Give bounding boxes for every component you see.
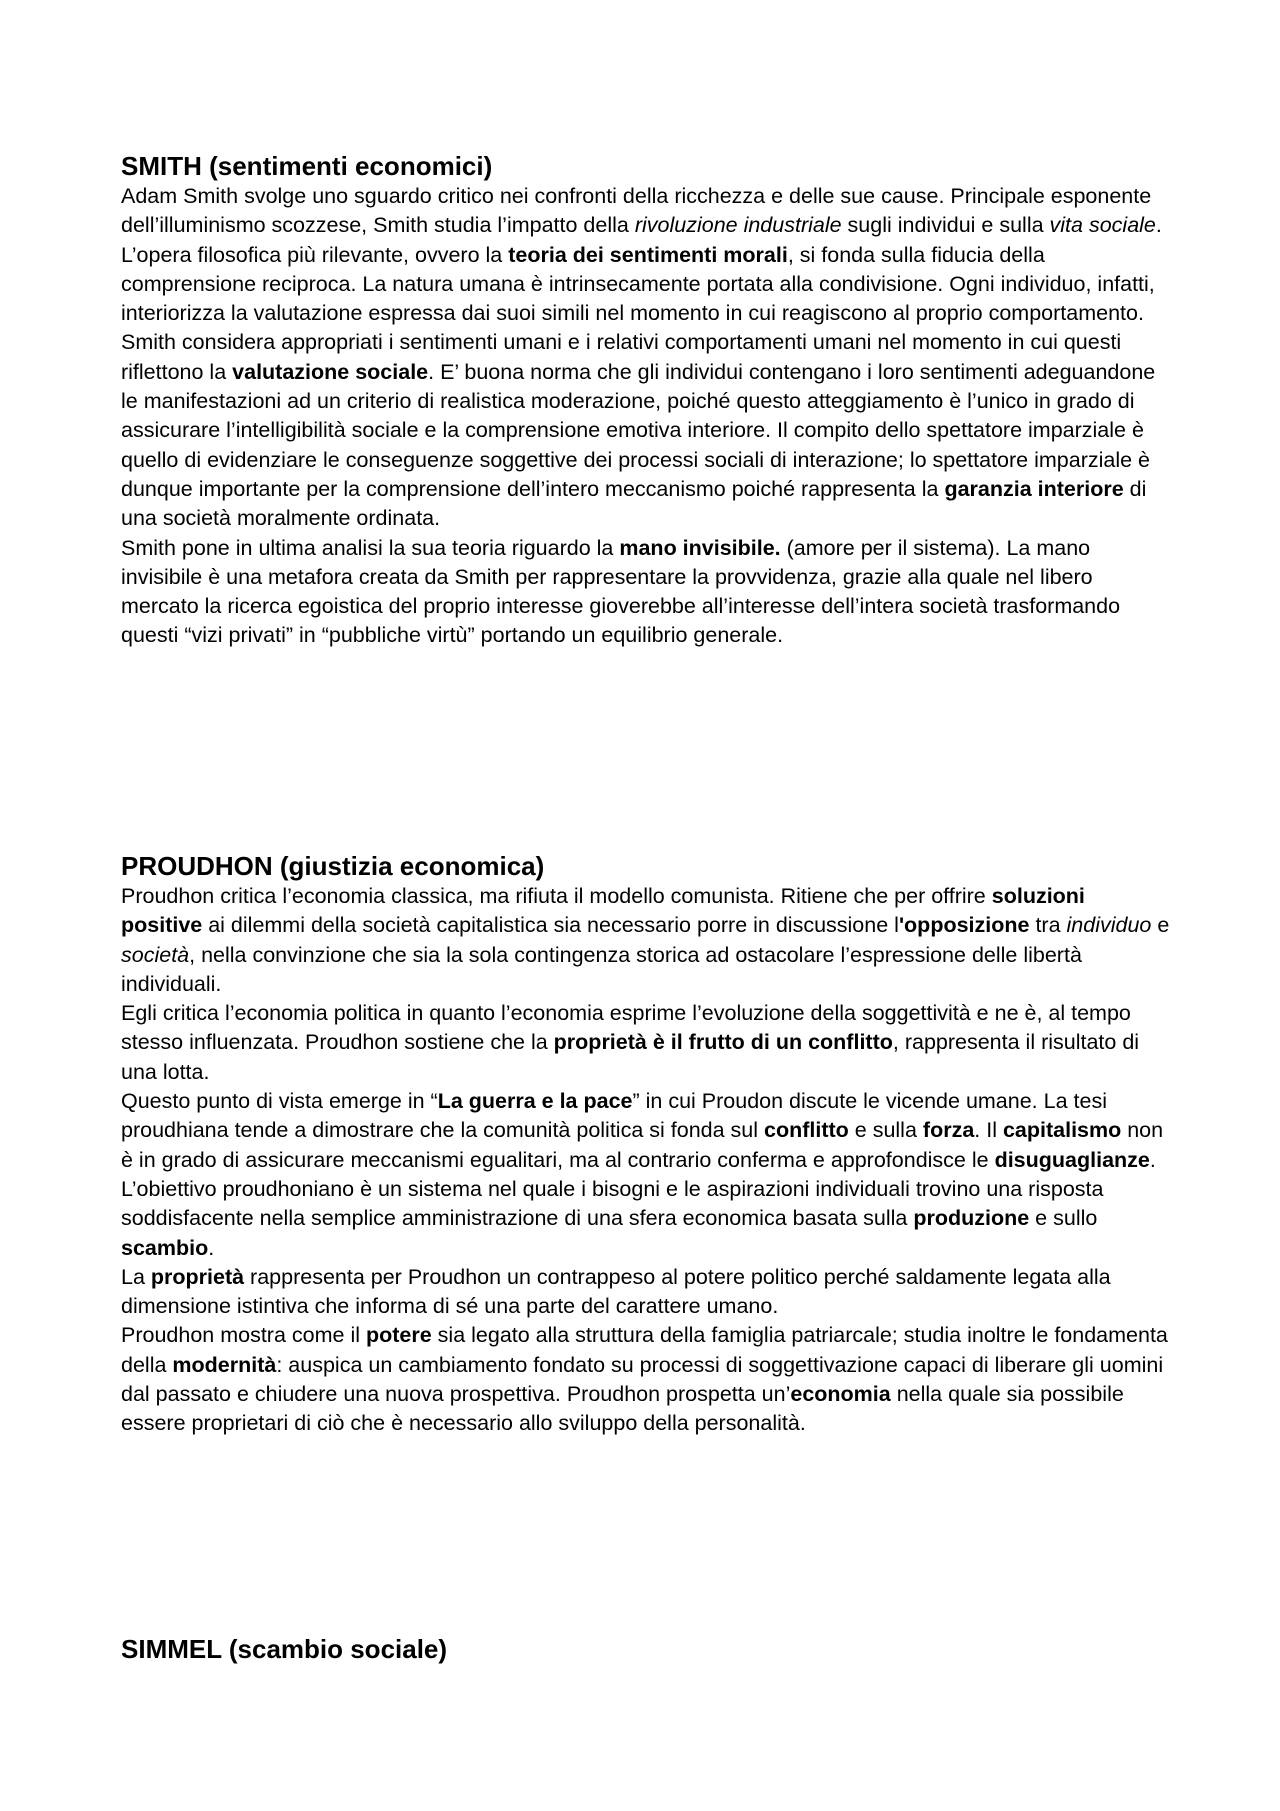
text-run: nella quale sia possibile essere proprietari di ciò che è necessario allo sviluppo della personalità. <box>121 1382 1124 1436</box>
text-run: L’opera filosofica più rilevante, ovvero la <box>121 242 509 267</box>
text-run: La <box>121 1264 151 1289</box>
bold-text: teoria dei sentimenti morali <box>508 242 788 267</box>
text-run: e sullo <box>1029 1206 1098 1231</box>
bold-text: proprietà è il frutto di un conflitto <box>553 1030 893 1055</box>
paragraph <box>121 534 1171 651</box>
paragraph <box>121 882 1171 999</box>
paragraph <box>121 1263 1171 1322</box>
bold-text: soluzioni positive <box>121 884 1085 938</box>
bold-text: disuguaglianze <box>994 1147 1150 1172</box>
bold-text: valutazione sociale <box>232 359 429 384</box>
text-run: e <box>1151 913 1170 938</box>
text-run: e sulla <box>848 1118 923 1143</box>
italic-text: vita sociale <box>1049 213 1156 238</box>
bold-text: proprietà <box>150 1264 245 1289</box>
paragraph <box>121 1321 1171 1438</box>
italic-text: rivoluzione industriale <box>634 213 842 238</box>
text-run: , nella convinzione che sia la sola contingenza storica ad ostacolare l’espressione delle libertà individuali. <box>121 942 1082 996</box>
bold-text: 'opposizione <box>898 913 1030 938</box>
text-run: . <box>208 1235 215 1260</box>
section-title-simmel: SIMMEL (scambio sociale) <box>121 1634 448 1664</box>
paragraph <box>121 999 1171 1087</box>
text-run: Proudhon mostra come il <box>121 1323 366 1348</box>
bold-text: produzione <box>913 1206 1030 1231</box>
italic-text: società <box>121 942 190 967</box>
paragraph <box>121 182 1171 241</box>
text-run: rappresenta per Proudhon un contrappeso al potere politico perché saldamente legata alla dimensione istintiva che informa di sé una parte del carattere umano. <box>121 1264 1111 1319</box>
text-run: . L’obiettivo proudhoniano è un sistema nel quale i bisogni e le aspirazioni individuali trovino una risposta soddisfacente nella semplice amministrazione di una sfera economica basata sulla <box>121 1147 1156 1231</box>
bold-text: scambio <box>121 1235 209 1260</box>
text-run: sugli individui e sulla <box>841 213 1050 238</box>
text-run: Smith pone in ultima analisi la sua teoria riguardo la <box>121 535 620 560</box>
text-run: Questo punto di vista emerge in “ <box>121 1089 438 1114</box>
bold-text: economia <box>790 1382 891 1407</box>
text-run: non è in grado di assicurare meccanismi egualitari, ma al contrario conferma e approfondisce le <box>121 1118 1164 1172</box>
paragraph <box>121 241 1171 534</box>
text-run: ai dilemmi della società capitalistica sia necessario porre in discussione l <box>202 913 899 938</box>
section-title-proudhon: PROUDHON (giustizia economica) <box>121 851 545 881</box>
bold-text: conflitto <box>764 1118 849 1143</box>
text-run: tra <box>1029 913 1067 938</box>
text-run: : auspica un cambiamento fondato su processi di soggettivazione capaci di liberare gli uomini dal passato e chiudere una nuova prospettiva. Proudhon prospetta un’ <box>121 1352 1164 1407</box>
bold-text: garanzia interiore <box>944 476 1124 501</box>
text-run: . Il <box>974 1118 1003 1143</box>
text-run: di una società moralmente ordinata. <box>121 476 1147 531</box>
text-run: , si fonda sulla fiducia della comprensione reciproca. La natura umana è intrinsecamente portata alla condivisione. Ogni individuo, infatti, interiorizza la valutazione espressa dai suoi simili nel momento in cui reagiscono al proprio comportamento. Smith considera appropriati i sentimenti umani e i relativi comportamenti umani nel momento in cui questi riflettono la <box>121 242 1155 384</box>
text-run: sia legato alla struttura della famiglia patriarcale; studia inoltre le fondamenta della <box>121 1323 1168 1377</box>
text-run: ” in cui Proudon discute le vicende umane. La tesi proudhiana tende a dimostrare che la comunità politica si fonda sul <box>121 1089 1107 1143</box>
italic-text: individuo <box>1066 913 1152 938</box>
text-run: , rappresenta il risultato di una lotta. <box>121 1030 1140 1084</box>
section-proudhon <box>121 850 1171 1439</box>
text-run: Egli critica l’economia politica in quanto l’economia esprime l’evoluzione della soggettività e ne è, al tempo stesso influenzata. Proudhon sostiene che la <box>121 1001 1131 1055</box>
bold-text: potere <box>365 1323 432 1348</box>
text-run: Proudhon critica l’economia classica, ma rifiuta il modello comunista. Ritiene che per offrire <box>121 884 992 908</box>
bold-text: capitalismo <box>1002 1118 1122 1143</box>
bold-text: La guerra e la pace <box>437 1089 633 1114</box>
section-simmel <box>121 1633 1171 1665</box>
text-run: . E’ buona norma che gli individui contengano i loro sentimenti adeguandone le manifestazioni ad un criterio di realistica moderazione, poiché questo atteggiamento è l’unico in grado di assicurare l’intelligibilità sociale e la comprensione emotiva interiore. Il compito dello spettatore imparziale è quello di evidenziare le conseguenze soggettive dei processi sociali di interazione; lo spettatore imparziale è dunque importante per la comprensione dell’intero meccanismo poiché rappresenta la <box>121 359 1156 501</box>
bold-text: mano invisibile. <box>619 535 781 560</box>
bold-text: forza <box>922 1118 975 1143</box>
text-run: . <box>1155 213 1162 238</box>
bold-text: modernità <box>172 1352 277 1377</box>
text-run: (amore per il sistema). La mano invisibile è una metafora creata da Smith per rappresentare la provvidenza, grazie alla quale nel libero mercato la ricerca egoistica del proprio interesse gioverebbe all’interesse dell’intera società trasformando questi “vizi privati” in “pubbliche virtù” portando un equilibrio generale. <box>121 535 1121 648</box>
section-title-smith: SMITH (sentimenti economici) <box>121 151 493 181</box>
paragraph <box>121 1087 1171 1263</box>
section-smith <box>121 150 1171 651</box>
text-run: Adam Smith svolge uno sguardo critico nei confronti della ricchezza e delle sue cause. Principale esponente dell’illuminismo scozzese, Smith studia l’impatto della <box>121 184 1152 238</box>
